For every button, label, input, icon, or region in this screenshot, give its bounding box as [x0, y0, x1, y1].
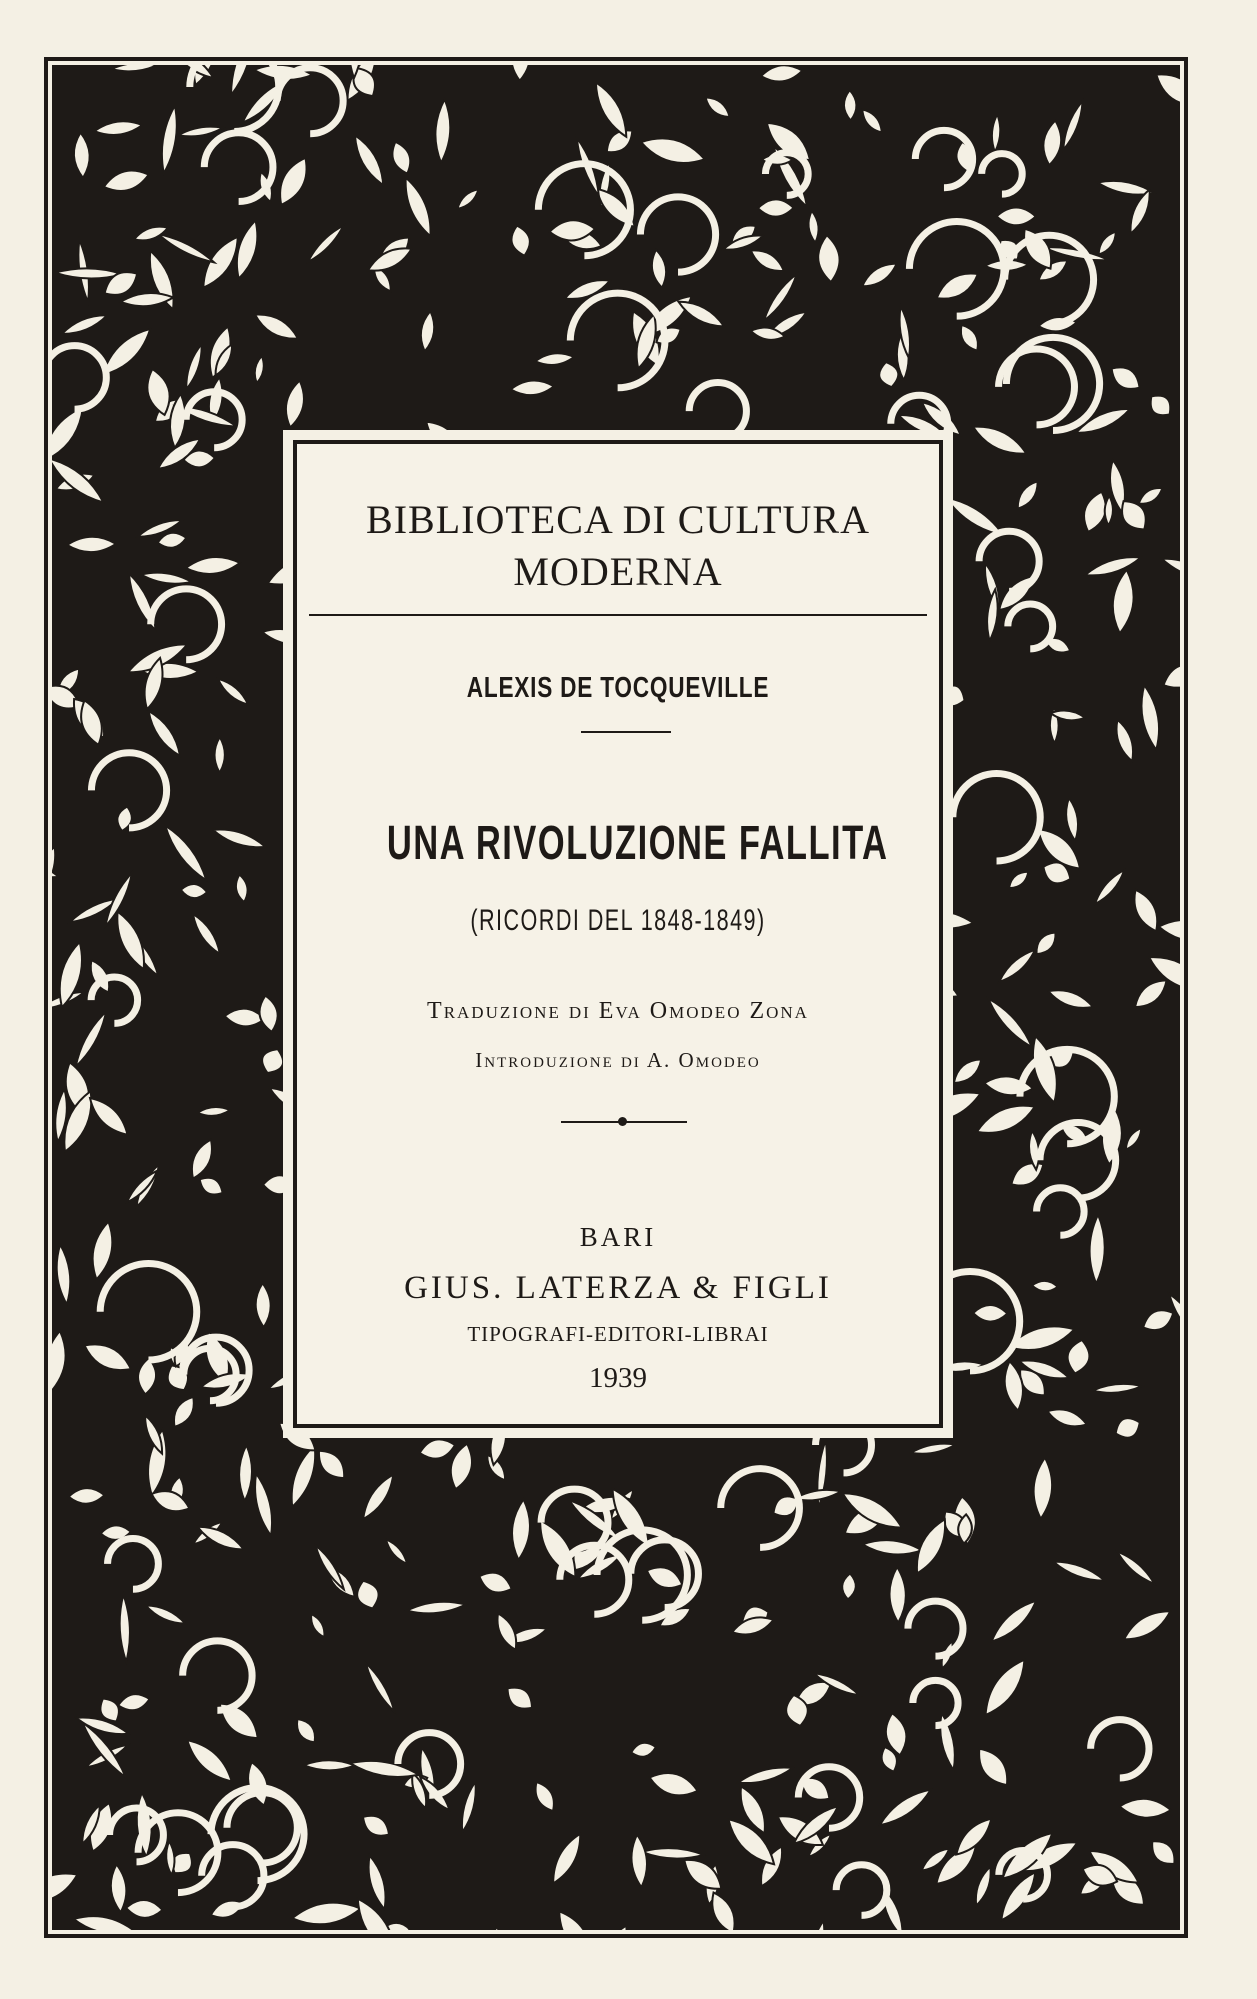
- ornament-dot: [618, 1117, 627, 1126]
- book-title: UNA RIVOLUZIONE FALLITA: [386, 817, 889, 870]
- translation-credit: Traduzione di Eva Omodeo Zona: [427, 998, 809, 1024]
- leaf-ornament: [1105, 496, 1113, 526]
- series-title-line2: MODERNA: [513, 549, 723, 594]
- series-title-line1: BIBLIOTECA DI CULTURA: [366, 497, 870, 542]
- leaf-ornament: [262, 1049, 283, 1073]
- short-rule: [581, 731, 671, 733]
- publication-year: 1939: [589, 1362, 647, 1394]
- title-panel: [293, 440, 943, 1428]
- book-subtitle: (RICORDI DEL 1848-1849): [470, 904, 766, 937]
- leaf-ornament: [1151, 396, 1171, 416]
- leaf-ornament: [941, 685, 964, 706]
- introduction-credit: Introduzione di A. Omodeo: [475, 1048, 761, 1072]
- leaf-ornament: [173, 1853, 192, 1873]
- publisher-trades: TIPOGRAFI-EDITORI-LIBRAI: [467, 1322, 769, 1346]
- publisher-name: GIUS. LATERZA & FIGLI: [404, 1270, 832, 1306]
- divider-rule: [309, 614, 927, 616]
- publisher-city: BARI: [579, 1222, 657, 1252]
- author-name: ALEXIS DE TOCQUEVILLE: [466, 672, 770, 704]
- leaf-ornament: [215, 737, 225, 773]
